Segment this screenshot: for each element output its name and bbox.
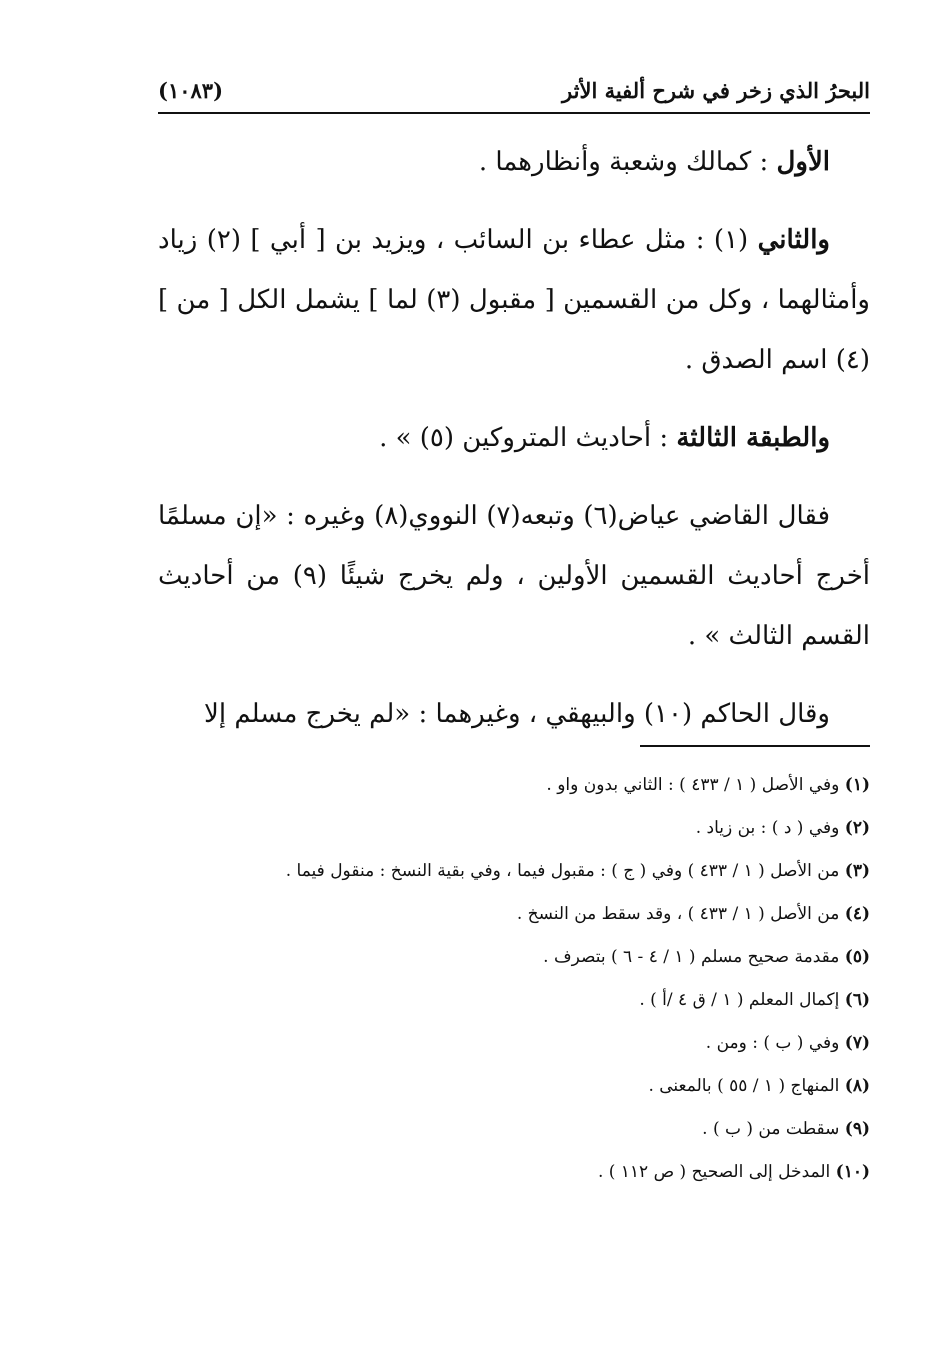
paragraph-4 xyxy=(158,486,870,666)
footnote-text: مقدمة صحيح مسلم ( ١ / ٤ - ٦ ) بتصرف . xyxy=(543,947,845,967)
footnote xyxy=(158,979,870,1022)
footnote-text: المدخل إلى الصحيح ( ص ١١٢ ) . xyxy=(597,1162,836,1182)
paragraph-1 xyxy=(158,132,870,192)
footnote xyxy=(158,764,870,807)
footnote-number: (٦) xyxy=(844,990,870,1010)
paragraph-2 xyxy=(158,210,870,390)
main-text xyxy=(158,132,870,762)
footnote-number: (٥) xyxy=(844,947,870,967)
footnote xyxy=(158,1151,870,1194)
footnote xyxy=(158,850,870,893)
footnotes xyxy=(158,764,870,1194)
footnote xyxy=(158,893,870,936)
footnote-text: وفي ( ب ) : ومن . xyxy=(705,1033,845,1053)
paragraph-5 xyxy=(158,684,870,744)
footnote-number: (٢) xyxy=(844,818,870,838)
footnote-text: وفي الأصل ( ١ / ٤٣٣ ) : الثاني بدون واو . xyxy=(546,775,845,795)
footnote xyxy=(158,1065,870,1108)
running-header xyxy=(158,72,870,114)
book-title: البحرُ الذي زخر في شرح ألفية الأثر xyxy=(562,78,870,103)
paragraph-text: (١) : مثل عطاء بن السائب ، ويزيد بن [ أبي ] (٢) زياد وأمثالهما ، وكل من القسمين [ مقبول (٣) لما ] يشمل الكل [ من ](٤) اسم الصدق . xyxy=(158,225,870,375)
footnote-text: وفي ( د ) : بن زياد . xyxy=(695,818,845,838)
paragraph-text: وقال الحاكم (١٠) والبيهقي ، وغيرهما : «لم يخرج مسلم إلا xyxy=(204,699,830,729)
footnote xyxy=(158,1108,870,1151)
footnote-number: (٣) xyxy=(844,861,870,881)
footnote-number: (١٠) xyxy=(835,1162,870,1182)
footnote xyxy=(158,936,870,979)
footnote-number: (٨) xyxy=(844,1076,870,1096)
footnote-number: (٧) xyxy=(844,1033,870,1053)
footnote-number: (٤) xyxy=(844,904,870,924)
footnote-text: من الأصل ( ١ / ٤٣٣ ) ، وقد سقط من النسخ . xyxy=(516,904,845,924)
paragraph-text: : كمالك وشعبة وأنظارهما . xyxy=(478,147,777,177)
footnote-text: المنهاج ( ١ / ٥٥ ) بالمعنى . xyxy=(648,1076,845,1096)
paragraph-text: فقال القاضي عياض(٦) وتبعه(٧) النووي(٨) وغيره : «إن مسلمًا أخرج أحاديث القسمين الأولين ، ولم يخرج شيئًا (٩) من أحاديث القسم الثالث » . xyxy=(158,501,870,651)
footnote xyxy=(158,807,870,850)
paragraph-lead: الأول xyxy=(776,147,830,177)
footnote-text: إكمال المعلم ( ١ / ق ٤ /أ ) . xyxy=(639,990,845,1010)
footnote-separator xyxy=(640,745,870,747)
footnote-number: (٩) xyxy=(844,1119,870,1139)
footnote-text: سقطت من ( ب ) . xyxy=(702,1119,845,1139)
paragraph-3 xyxy=(158,408,870,468)
paragraph-lead: والطبقة الثالثة xyxy=(676,423,830,453)
footnote-text: من الأصل ( ١ / ٤٣٣ ) وفي ( ج ) : مقبول فيما ، وفي بقية النسخ : منقول فيما . xyxy=(285,861,845,881)
footnote xyxy=(158,1022,870,1065)
paragraph-text: : أحاديث المتروكين (٥) » . xyxy=(379,423,677,453)
footnote-number: (١) xyxy=(844,775,870,795)
paragraph-lead: والثاني xyxy=(757,225,830,255)
page-number: (١٠٨٣) xyxy=(158,78,223,103)
